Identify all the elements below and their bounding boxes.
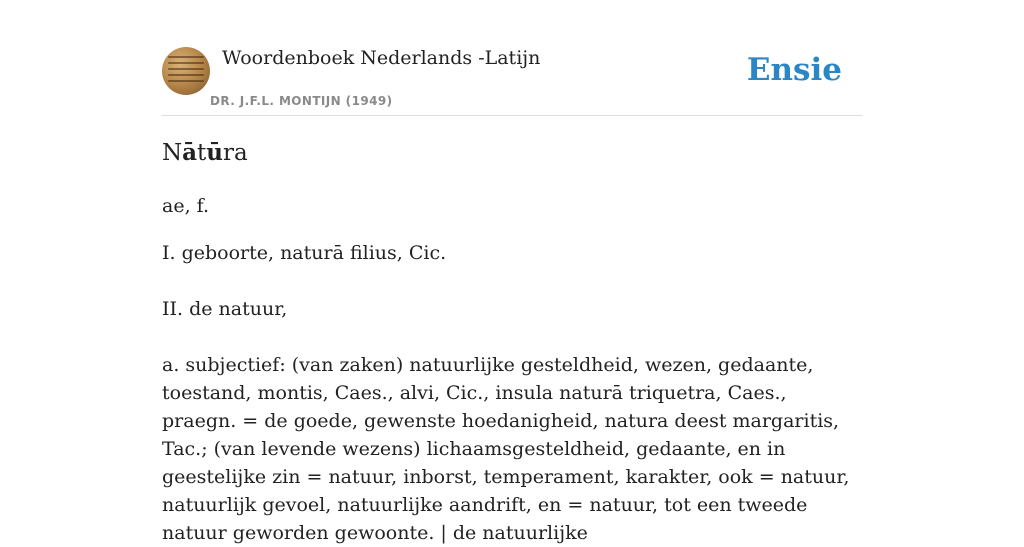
entry-grammar: ae, f.	[162, 195, 210, 217]
entry-title-part: N	[162, 140, 183, 166]
brand-logo-link[interactable]: Ensie	[746, 52, 842, 88]
entry-definition: a. subjectief: (van zaken) natuurlijke gesteldheid, wezen, gedaante, toestand, montis, Caes., alvi, Cic., insula naturā triquetra, Caes., praegn. = de goede, gewenste hoedanigheid, natura deest margaritis, Tac.; (van levende wezens) lichaamsgesteldheid, gedaante, en in geestelijke zin = natuur, inborst, temperament, karakter, ook = natuur, natuurlijk gevoel, natuurlijke aandrift, en = natuur, tot een tweede natuur geworden gewoonte. | de natuurlijke	[162, 354, 850, 544]
logo-engraving	[168, 56, 204, 86]
entry-title-part: t	[197, 140, 207, 166]
entry-body	[162, 192, 862, 547]
book-title[interactable]: Woordenboek Nederlands -Latijn	[222, 47, 541, 69]
entry-title-part: ū	[206, 139, 224, 166]
book-author: DR. J.F.L. MONTIJN (1949)	[210, 94, 393, 108]
header	[162, 40, 862, 116]
entry-definition: I. geboorte, naturā filius, Cic.	[162, 242, 447, 264]
entry-title-part: ra	[223, 140, 248, 166]
entry-definition: II. de natuur,	[162, 298, 288, 320]
entry-title-part: ā	[182, 139, 198, 166]
page-container	[162, 0, 862, 544]
entry-title	[162, 139, 248, 166]
coin-seal-icon[interactable]	[162, 47, 210, 95]
